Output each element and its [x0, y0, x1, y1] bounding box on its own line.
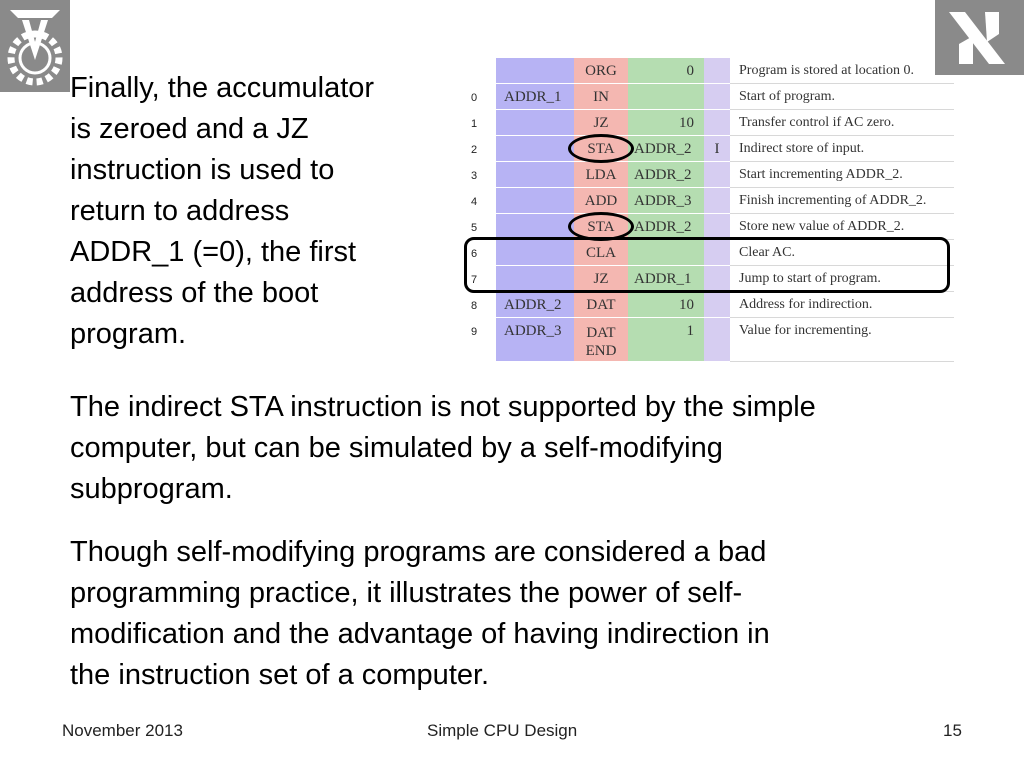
row-address: 5	[470, 222, 478, 234]
table-row	[460, 318, 960, 362]
table-row	[460, 240, 960, 266]
table-row	[460, 162, 960, 188]
comment-cell: Start incrementing ADDR_2.	[730, 162, 954, 188]
comment-cell: Clear AC.	[730, 240, 954, 266]
label-cell	[496, 214, 574, 240]
comment-cell: Jump to start of program.	[730, 266, 954, 292]
opcode-cell: DAT	[574, 292, 628, 318]
label-cell	[496, 110, 574, 136]
table-row	[460, 292, 960, 318]
footer-title: Simple CPU Design	[427, 721, 578, 740]
comment-cell: Value for incrementing.	[730, 318, 954, 362]
operand-cell	[628, 84, 704, 110]
label-cell	[496, 58, 574, 84]
row-address: 3	[470, 170, 478, 182]
label-cell: ADDR_2	[496, 292, 574, 318]
comment-cell: Transfer control if AC zero.	[730, 110, 954, 136]
opcode-text-2: END	[585, 342, 617, 359]
opcode-cell: LDA	[574, 162, 628, 188]
footer-date: November 2013	[62, 721, 183, 740]
opcode-cell: ADD	[574, 188, 628, 214]
row-address: 7	[470, 274, 478, 286]
comment-cell: Finish incrementing of ADDR_2.	[730, 188, 954, 214]
table-row	[460, 84, 960, 110]
comment-cell: Address for indirection.	[730, 292, 954, 318]
program-table	[460, 58, 960, 362]
row-address: 2	[470, 144, 478, 156]
paragraph-self-modifying: Though self-modifying programs are considered a bad programming practice, it illustrates the power of self- modification and the advantage of having indirection in the instruction set of a computer.	[70, 536, 770, 691]
table-row	[460, 214, 960, 240]
table-row	[460, 136, 960, 162]
operand-cell: ADDR_2	[628, 136, 704, 162]
indirect-flag-cell	[704, 162, 730, 188]
label-cell	[496, 188, 574, 214]
operand-cell: ADDR_2	[628, 162, 704, 188]
indirect-flag-cell	[704, 188, 730, 214]
row-address: 1	[470, 118, 478, 130]
opcode-cell: IN	[574, 84, 628, 110]
operand-cell	[628, 240, 704, 266]
comment-cell: Start of program.	[730, 84, 954, 110]
row-address	[460, 58, 488, 84]
footer-page-number: 15	[943, 721, 962, 740]
indirect-flag-cell	[704, 240, 730, 266]
label-cell: ADDR_1	[496, 84, 574, 110]
comment-cell: Program is stored at location 0.	[730, 58, 954, 84]
indirect-flag-cell	[704, 214, 730, 240]
indirect-flag-cell	[704, 110, 730, 136]
indirect-flag-cell: I	[704, 136, 730, 162]
indirect-flag-cell	[704, 266, 730, 292]
opcode-cell: ORG	[574, 58, 628, 84]
label-cell	[496, 266, 574, 292]
indirect-flag-cell	[704, 84, 730, 110]
row-address: 6	[470, 248, 478, 260]
operand-cell: 1	[628, 318, 704, 362]
opcode-cell: STA	[574, 214, 628, 240]
label-cell	[496, 136, 574, 162]
opcode-cell: JZ	[574, 110, 628, 136]
row-address: 8	[470, 300, 478, 312]
operand-cell: 10	[628, 292, 704, 318]
comment-cell: Indirect store of input.	[730, 136, 954, 162]
table-row	[460, 110, 960, 136]
comment-cell: Store new value of ADDR_2.	[730, 214, 954, 240]
table-row	[460, 266, 960, 292]
operand-cell: 10	[628, 110, 704, 136]
label-cell: ADDR_3	[496, 318, 574, 362]
label-cell	[496, 162, 574, 188]
operand-cell: 0	[628, 58, 704, 84]
technion-logo	[0, 0, 70, 92]
opcode-cell: CLA	[574, 240, 628, 266]
opcode-cell: STA	[574, 136, 628, 162]
indirect-flag-cell	[704, 292, 730, 318]
row-address: 0	[470, 92, 478, 104]
table-row	[460, 58, 960, 84]
operand-cell: ADDR_1	[628, 266, 704, 292]
label-cell	[496, 240, 574, 266]
opcode-cell	[574, 318, 628, 362]
paragraph-indirect-sta: The indirect STA instruction is not supported by the simple computer, but can be simulated by a self-modifying subprogram.	[70, 391, 816, 505]
indirect-flag-cell	[704, 58, 730, 84]
opcode-text: DAT	[586, 324, 616, 341]
table-row	[460, 188, 960, 214]
row-address: 4	[470, 196, 478, 208]
row-address: 9	[470, 326, 478, 338]
operand-cell: ADDR_3	[628, 188, 704, 214]
operand-cell: ADDR_2	[628, 214, 704, 240]
opcode-cell: JZ	[574, 266, 628, 292]
intro-text: Finally, the accumulator is zeroed and a JZ instruction is used to return to address ADDR_1 (=0), the first address of the boot program.	[70, 72, 375, 350]
indirect-flag-cell	[704, 318, 730, 362]
